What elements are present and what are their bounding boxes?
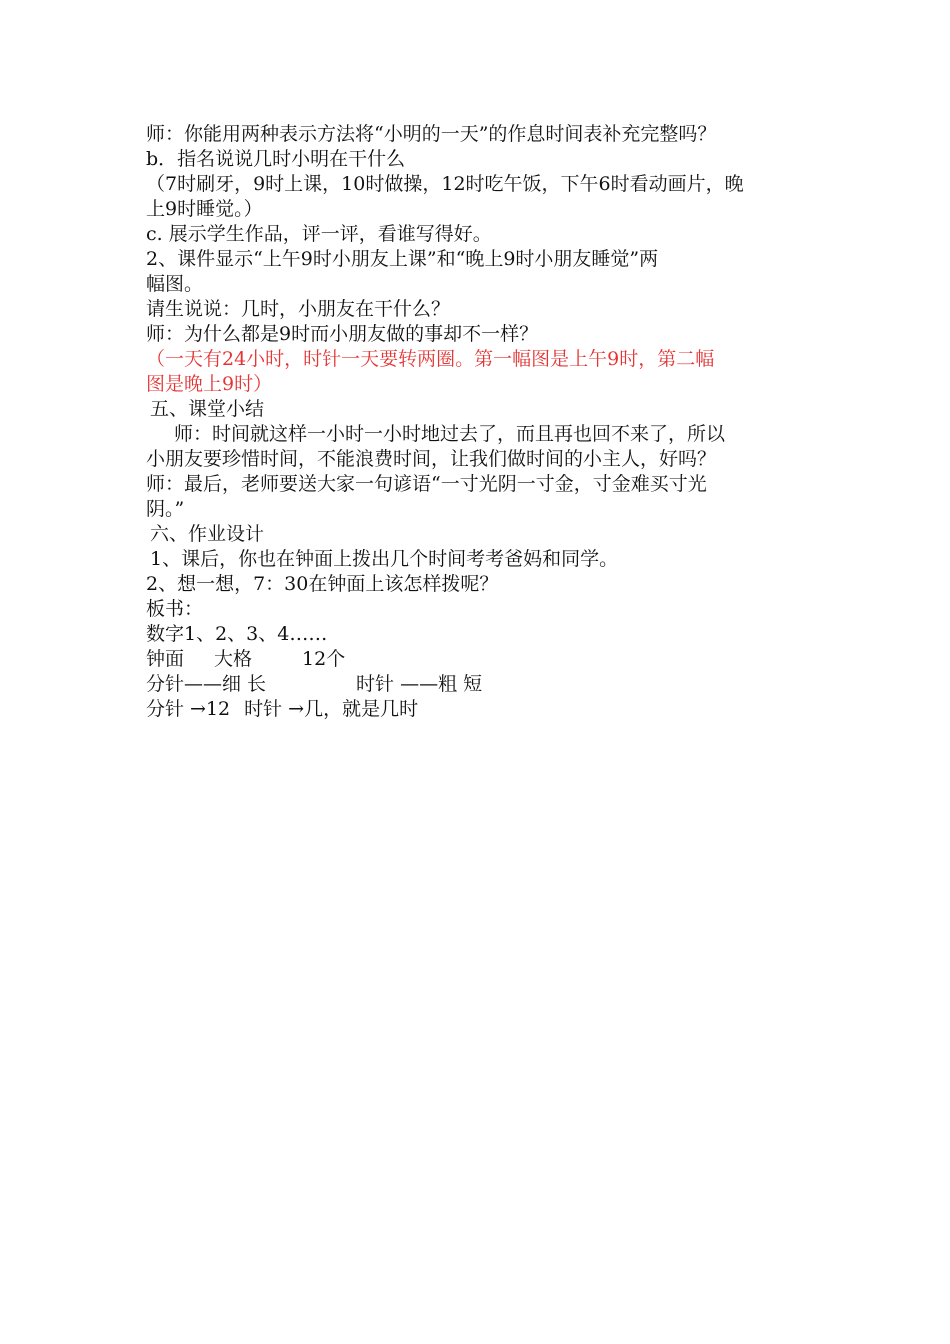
text-line: c. 展示学生作品，评一评，看谁写得好。 [146,223,492,245]
text-line: 幅图。 [146,273,204,295]
document-body [146,122,826,722]
section-heading: 六、作业设计 [150,523,265,545]
board-cell: 分针——细 长 [146,673,267,695]
section-heading: 五、课堂小结 [150,398,265,420]
text-line: 师：最后，老师要送大家一句谚语“一寸光阴一寸金，寸金难买寸光 [146,473,707,495]
text-line: 上9时睡觉。） [146,198,263,220]
text-line: 板书： [146,598,204,620]
answer-line: 图是晚上9时） [146,373,273,395]
text-line: 师：为什么都是9时而小朋友做的事却不一样？ [146,323,539,345]
board-row [146,697,826,722]
text-line: 请生说说：几时，小朋友在干什么？ [146,298,451,320]
board-cell: 时针 ——粗 短 [356,673,483,695]
board-cell: 分针 →12 [146,698,231,720]
text-line: （7时刷牙，9时上课，10时做操，12时吃午饭，下午6时看动画片，晚 [146,173,744,195]
board-row [146,672,826,697]
text-line: 2、课件显示“上午9时小朋友上课”和“晚上9时小朋友睡觉”两 [146,248,659,270]
text-line: 小朋友要珍惜时间，不能浪费时间，让我们做时间的小主人，好吗？ [146,448,717,470]
text-line: 数字1、2、3、4…… [146,623,328,645]
board-cell: 时针 →几，就是几时 [244,698,419,720]
text-line: 2、想一想，7：30在钟面上该怎样拨呢？ [146,573,499,595]
text-line: 师：你能用两种表示方法将“小明的一天”的作息时间表补充完整吗？ [146,123,717,145]
board-row [146,647,826,672]
text-line: b．指名说说几时小明在干什么 [146,148,406,170]
board-cell: 钟面 [146,648,185,670]
text-line: 师：时间就这样一小时一小时地过去了，而且再也回不来了，所以 [174,423,726,445]
text-line: 1、课后，你也在钟面上拨出几个时间考考爸妈和同学。 [150,548,619,570]
board-cell: 12个 [302,648,346,670]
answer-line: （一天有24小时，时针一天要转两圈。第一幅图是上午9时，第二幅 [146,348,715,370]
text-line: 阴。” [146,498,185,520]
board-cell: 大格 [214,648,253,670]
